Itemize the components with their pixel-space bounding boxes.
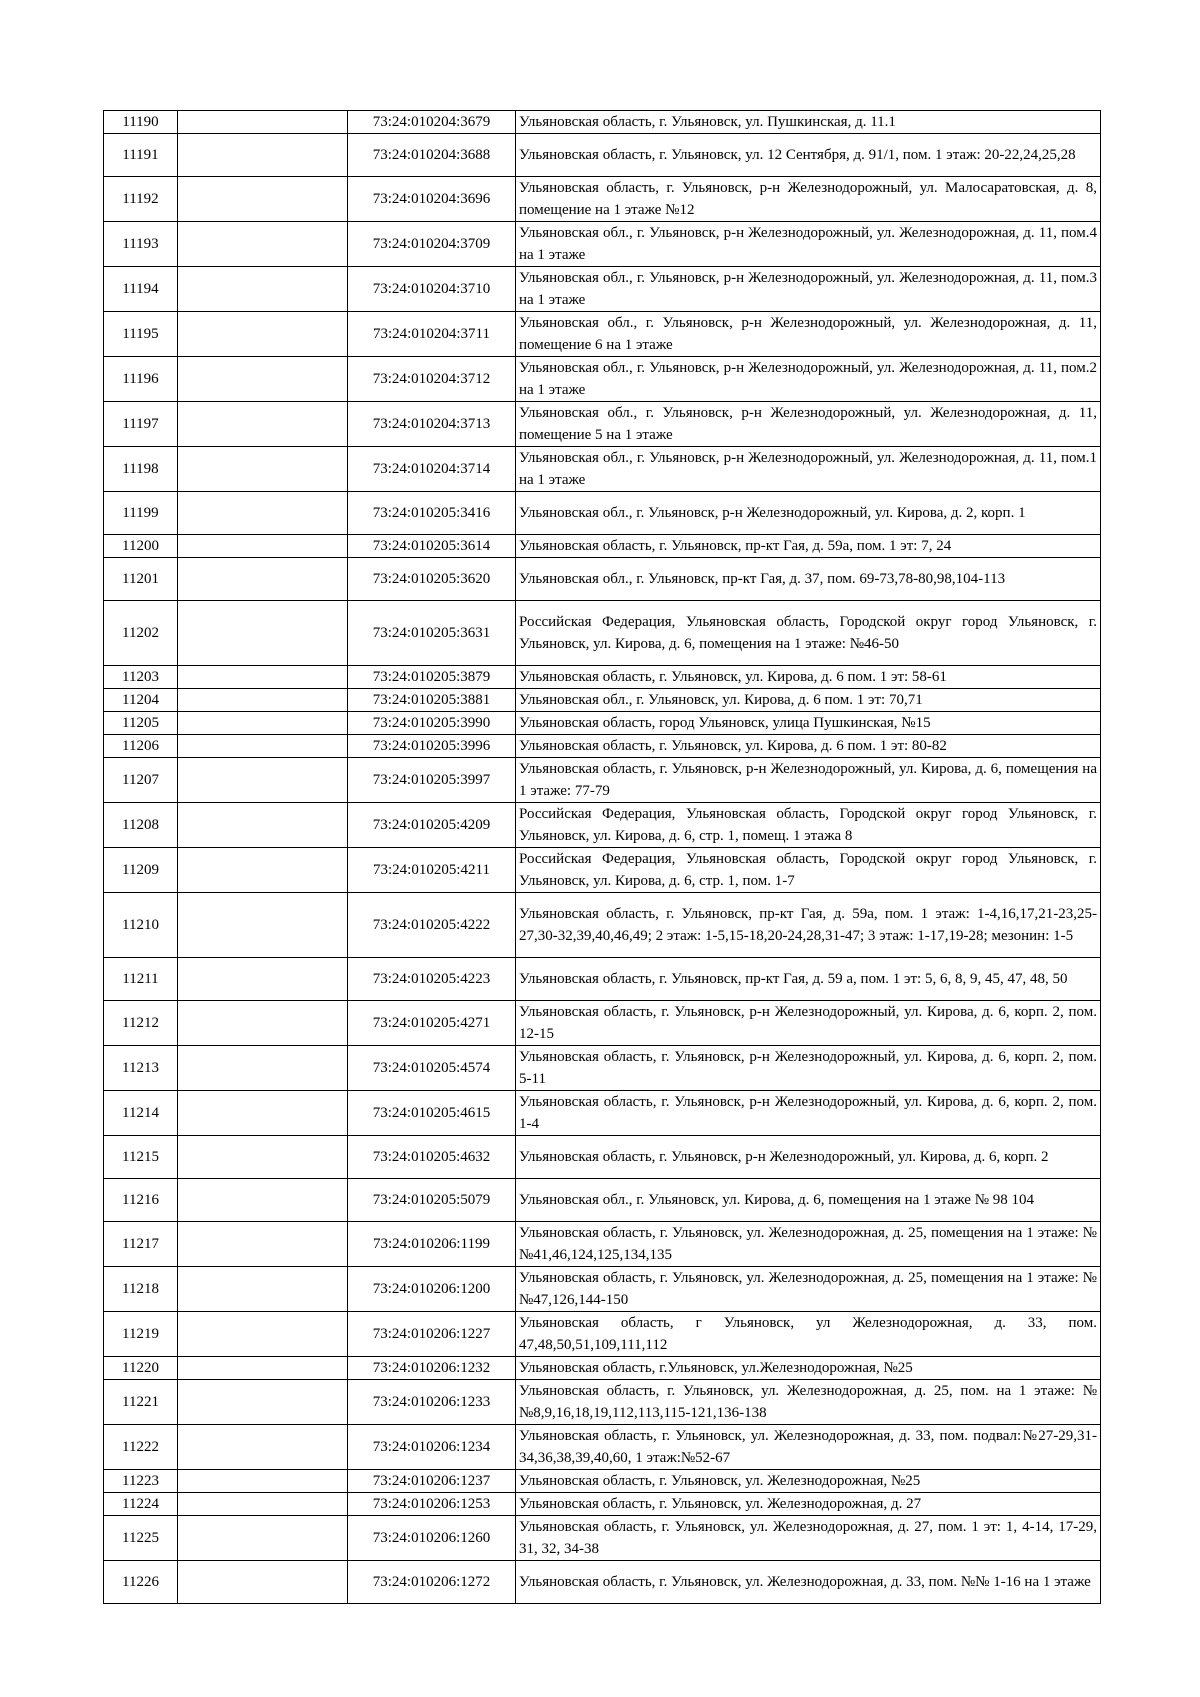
address-cell: Российская Федерация, Ульяновская область, Городской округ город Ульяновск, г. Ульяновск, ул. Кирова, д. 6, стр. 1, пом. 1-7 xyxy=(516,848,1101,893)
empty-cell xyxy=(178,689,348,712)
table-row xyxy=(104,1179,1101,1222)
empty-cell xyxy=(178,1091,348,1136)
row-number-cell: 11204 xyxy=(104,689,178,712)
cadastral-number-cell: 73:24:010204:3679 xyxy=(348,111,516,134)
cadastral-number-cell: 73:24:010204:3710 xyxy=(348,267,516,312)
address-cell: Ульяновская область, г. Ульяновск, ул. Железнодорожная, д. 27, пом. 1 эт: 1, 4-14, 17-29, 31, 32, 34-38 xyxy=(516,1516,1101,1561)
cadastral-number-cell: 73:24:010205:4632 xyxy=(348,1136,516,1179)
cadastral-number-cell: 73:24:010205:3996 xyxy=(348,735,516,758)
address-cell: Ульяновская область, г. Ульяновск, р-н Железнодорожный, ул. Кирова, д. 6, корп. 2, пом. 5-11 xyxy=(516,1046,1101,1091)
row-number-cell: 11212 xyxy=(104,1001,178,1046)
table-row xyxy=(104,558,1101,601)
cadastral-number-cell: 73:24:010205:3614 xyxy=(348,535,516,558)
cadastral-number-cell: 73:24:010205:4211 xyxy=(348,848,516,893)
empty-cell xyxy=(178,1470,348,1493)
cadastral-number-cell: 73:24:010205:4222 xyxy=(348,893,516,958)
empty-cell xyxy=(178,601,348,666)
empty-cell xyxy=(178,267,348,312)
empty-cell xyxy=(178,958,348,1001)
empty-cell xyxy=(178,1357,348,1380)
table-row xyxy=(104,1136,1101,1179)
cadastral-number-cell: 73:24:010205:4271 xyxy=(348,1001,516,1046)
empty-cell xyxy=(178,134,348,177)
address-cell: Ульяновская область, г. Ульяновск, ул. Железнодорожная, д. 25, помещения на 1 этаже: №№41,46,124,125,134,135 xyxy=(516,1222,1101,1267)
empty-cell xyxy=(178,1425,348,1470)
empty-cell xyxy=(178,1561,348,1604)
empty-cell xyxy=(178,758,348,803)
row-number-cell: 11218 xyxy=(104,1267,178,1312)
empty-cell xyxy=(178,1001,348,1046)
cadastral-number-cell: 73:24:010206:1233 xyxy=(348,1380,516,1425)
empty-cell xyxy=(178,1312,348,1357)
empty-cell xyxy=(178,1046,348,1091)
row-number-cell: 11194 xyxy=(104,267,178,312)
row-number-cell: 11190 xyxy=(104,111,178,134)
address-cell: Ульяновская область, г. Ульяновск, р-н Железнодорожный, ул. Кирова, д. 6, корп. 2, пом. 12-15 xyxy=(516,1001,1101,1046)
cadastral-number-cell: 73:24:010205:3620 xyxy=(348,558,516,601)
table-row xyxy=(104,267,1101,312)
table-row xyxy=(104,803,1101,848)
row-number-cell: 11199 xyxy=(104,492,178,535)
empty-cell xyxy=(178,735,348,758)
table-row xyxy=(104,312,1101,357)
row-number-cell: 11216 xyxy=(104,1179,178,1222)
address-cell: Российская Федерация, Ульяновская область, Городской округ город Ульяновск, г. Ульяновск, ул. Кирова, д. 6, стр. 1, помещ. 1 этажа 8 xyxy=(516,803,1101,848)
row-number-cell: 11195 xyxy=(104,312,178,357)
address-cell: Ульяновская обл., г. Ульяновск, р-н Железнодорожный, ул. Кирова, д. 2, корп. 1 xyxy=(516,492,1101,535)
table-row xyxy=(104,601,1101,666)
table-row xyxy=(104,402,1101,447)
empty-cell xyxy=(178,666,348,689)
row-number-cell: 11226 xyxy=(104,1561,178,1604)
empty-cell xyxy=(178,1136,348,1179)
table-row xyxy=(104,1470,1101,1493)
address-cell: Ульяновская область, г. Ульяновск, ул. Пушкинская, д. 11.1 xyxy=(516,111,1101,134)
table-row xyxy=(104,447,1101,492)
cadastral-number-cell: 73:24:010206:1272 xyxy=(348,1561,516,1604)
table-row xyxy=(104,177,1101,222)
row-number-cell: 11225 xyxy=(104,1516,178,1561)
row-number-cell: 11221 xyxy=(104,1380,178,1425)
address-cell: Ульяновская область, г Ульяновск, ул Железнодорожная, д. 33, пом. 47,48,50,51,109,111,112 xyxy=(516,1312,1101,1357)
table-row xyxy=(104,893,1101,958)
empty-cell xyxy=(178,111,348,134)
row-number-cell: 11210 xyxy=(104,893,178,958)
row-number-cell: 11202 xyxy=(104,601,178,666)
address-cell: Ульяновская область, г. Ульяновск, р-н Железнодорожный, ул. Малосаратовская, д. 8, помещение на 1 этаже №12 xyxy=(516,177,1101,222)
empty-cell xyxy=(178,535,348,558)
row-number-cell: 11206 xyxy=(104,735,178,758)
table-row xyxy=(104,357,1101,402)
address-cell: Ульяновская область, г. Ульяновск, р-н Железнодорожный, ул. Кирова, д. 6, помещения на 1 этаже: 77-79 xyxy=(516,758,1101,803)
empty-cell xyxy=(178,447,348,492)
address-cell: Ульяновская область, г. Ульяновск, пр-кт Гая, д. 59а, пом. 1 эт: 7, 24 xyxy=(516,535,1101,558)
cadastral-number-cell: 73:24:010206:1253 xyxy=(348,1493,516,1516)
registry-table-body xyxy=(104,111,1101,1604)
cadastral-number-cell: 73:24:010204:3709 xyxy=(348,222,516,267)
cadastral-number-cell: 73:24:010204:3712 xyxy=(348,357,516,402)
table-row xyxy=(104,492,1101,535)
table-row xyxy=(104,111,1101,134)
empty-cell xyxy=(178,1222,348,1267)
address-cell: Ульяновская область, г. Ульяновск, ул. Железнодорожная, д. 25, помещения на 1 этаже: №№47,126,144-150 xyxy=(516,1267,1101,1312)
address-cell: Ульяновская область, г. Ульяновск, ул. Железнодорожная, д. 33, пом. подвал:№27-29,31-34,36,38,39,40,60, 1 этаж:№52-67 xyxy=(516,1425,1101,1470)
address-cell: Ульяновская обл., г. Ульяновск, ул. Кирова, д. 6 пом. 1 эт: 70,71 xyxy=(516,689,1101,712)
table-row xyxy=(104,1222,1101,1267)
address-cell: Ульяновская обл., г. Ульяновск, р-н Железнодорожный, ул. Железнодорожная, д. 11, пом.4 на 1 этаже xyxy=(516,222,1101,267)
row-number-cell: 11224 xyxy=(104,1493,178,1516)
table-row xyxy=(104,535,1101,558)
empty-cell xyxy=(178,222,348,267)
row-number-cell: 11213 xyxy=(104,1046,178,1091)
cadastral-number-cell: 73:24:010204:3713 xyxy=(348,402,516,447)
address-cell: Ульяновская область, город Ульяновск, улица Пушкинская, №15 xyxy=(516,712,1101,735)
empty-cell xyxy=(178,1267,348,1312)
row-number-cell: 11191 xyxy=(104,134,178,177)
cadastral-number-cell: 73:24:010205:3997 xyxy=(348,758,516,803)
table-row xyxy=(104,1561,1101,1604)
address-cell: Ульяновская обл., г. Ульяновск, р-н Железнодорожный, ул. Железнодорожная, д. 11, пом.1 на 1 этаже xyxy=(516,447,1101,492)
table-row xyxy=(104,758,1101,803)
table-row xyxy=(104,134,1101,177)
cadastral-number-cell: 73:24:010206:1234 xyxy=(348,1425,516,1470)
address-cell: Ульяновская обл., г. Ульяновск, пр-кт Гая, д. 37, пом. 69-73,78-80,98,104-113 xyxy=(516,558,1101,601)
cadastral-number-cell: 73:24:010205:3879 xyxy=(348,666,516,689)
address-cell: Ульяновская обл., г. Ульяновск, р-н Железнодорожный, ул. Железнодорожная, д. 11, помещение 5 на 1 этаже xyxy=(516,402,1101,447)
cadastral-number-cell: 73:24:010205:4615 xyxy=(348,1091,516,1136)
empty-cell xyxy=(178,803,348,848)
address-cell: Ульяновская область, г. Ульяновск, ул. Кирова, д. 6 пом. 1 эт: 80-82 xyxy=(516,735,1101,758)
row-number-cell: 11219 xyxy=(104,1312,178,1357)
row-number-cell: 11223 xyxy=(104,1470,178,1493)
table-row xyxy=(104,1001,1101,1046)
table-row xyxy=(104,1357,1101,1380)
empty-cell xyxy=(178,1179,348,1222)
address-cell: Ульяновская обл., г. Ульяновск, р-н Железнодорожный, ул. Железнодорожная, д. 11, помещение 6 на 1 этаже xyxy=(516,312,1101,357)
table-row xyxy=(104,712,1101,735)
row-number-cell: 11222 xyxy=(104,1425,178,1470)
cadastral-number-cell: 73:24:010204:3711 xyxy=(348,312,516,357)
address-cell: Ульяновская область, г. Ульяновск, ул. Железнодорожная, №25 xyxy=(516,1470,1101,1493)
empty-cell xyxy=(178,312,348,357)
empty-cell xyxy=(178,848,348,893)
cadastral-number-cell: 73:24:010206:1232 xyxy=(348,1357,516,1380)
empty-cell xyxy=(178,558,348,601)
row-number-cell: 11198 xyxy=(104,447,178,492)
row-number-cell: 11211 xyxy=(104,958,178,1001)
empty-cell xyxy=(178,177,348,222)
row-number-cell: 11217 xyxy=(104,1222,178,1267)
address-cell: Ульяновская область, г. Ульяновск, ул. Кирова, д. 6 пом. 1 эт: 58-61 xyxy=(516,666,1101,689)
cadastral-number-cell: 73:24:010205:3881 xyxy=(348,689,516,712)
address-cell: Ульяновская область, г. Ульяновск, ул. Железнодорожная, д. 33, пом. №№ 1-16 на 1 этаже xyxy=(516,1561,1101,1604)
row-number-cell: 11196 xyxy=(104,357,178,402)
table-row xyxy=(104,1380,1101,1425)
row-number-cell: 11207 xyxy=(104,758,178,803)
address-cell: Ульяновская область, г.Ульяновск, ул.Железнодорожная, №25 xyxy=(516,1357,1101,1380)
empty-cell xyxy=(178,357,348,402)
address-cell: Ульяновская область, г. Ульяновск, р-н Железнодорожный, ул. Кирова, д. 6, корп. 2, пом. 1-4 xyxy=(516,1091,1101,1136)
table-row xyxy=(104,1425,1101,1470)
table-row xyxy=(104,1516,1101,1561)
row-number-cell: 11197 xyxy=(104,402,178,447)
address-cell: Ульяновская область, г. Ульяновск, ул. 12 Сентября, д. 91/1, пом. 1 этаж: 20-22,24,25,28 xyxy=(516,134,1101,177)
cadastral-number-cell: 73:24:010204:3688 xyxy=(348,134,516,177)
row-number-cell: 11192 xyxy=(104,177,178,222)
empty-cell xyxy=(178,402,348,447)
address-cell: Ульяновская область, г. Ульяновск, ул. Железнодорожная, д. 27 xyxy=(516,1493,1101,1516)
table-row xyxy=(104,222,1101,267)
table-row xyxy=(104,666,1101,689)
address-cell: Ульяновская область, г. Ульяновск, пр-кт Гая, д. 59а, пом. 1 этаж: 1-4,16,17,21-23,25-27,30-32,39,40,46,49; 2 этаж: 1-5,15-18,20-24,28,31-47; 3 этаж: 1-17,19-28; мезонин: 1-5 xyxy=(516,893,1101,958)
cadastral-number-cell: 73:24:010205:4574 xyxy=(348,1046,516,1091)
cadastral-number-cell: 73:24:010205:5079 xyxy=(348,1179,516,1222)
row-number-cell: 11205 xyxy=(104,712,178,735)
row-number-cell: 11209 xyxy=(104,848,178,893)
table-row xyxy=(104,958,1101,1001)
table-row xyxy=(104,1046,1101,1091)
cadastral-number-cell: 73:24:010205:3990 xyxy=(348,712,516,735)
cadastral-number-cell: 73:24:010205:4223 xyxy=(348,958,516,1001)
empty-cell xyxy=(178,893,348,958)
cadastral-number-cell: 73:24:010205:3631 xyxy=(348,601,516,666)
empty-cell xyxy=(178,712,348,735)
row-number-cell: 11200 xyxy=(104,535,178,558)
address-cell: Ульяновская область, г. Ульяновск, ул. Железнодорожная, д. 25, пом. на 1 этаже: №№8,9,16,18,19,112,113,115-121,136-138 xyxy=(516,1380,1101,1425)
table-row xyxy=(104,1312,1101,1357)
table-row xyxy=(104,1091,1101,1136)
row-number-cell: 11215 xyxy=(104,1136,178,1179)
address-cell: Ульяновская обл., г. Ульяновск, ул. Кирова, д. 6, помещения на 1 этаже № 98 104 xyxy=(516,1179,1101,1222)
cadastral-number-cell: 73:24:010204:3714 xyxy=(348,447,516,492)
cadastral-number-cell: 73:24:010206:1200 xyxy=(348,1267,516,1312)
row-number-cell: 11193 xyxy=(104,222,178,267)
address-cell: Российская Федерация, Ульяновская область, Городской округ город Ульяновск, г. Ульяновск, ул. Кирова, д. 6, помещения на 1 этаже: №46-50 xyxy=(516,601,1101,666)
table-row xyxy=(104,735,1101,758)
address-cell: Ульяновская обл., г. Ульяновск, р-н Железнодорожный, ул. Железнодорожная, д. 11, пом.3 на 1 этаже xyxy=(516,267,1101,312)
cadastral-number-cell: 73:24:010206:1260 xyxy=(348,1516,516,1561)
cadastral-number-cell: 73:24:010204:3696 xyxy=(348,177,516,222)
table-row xyxy=(104,848,1101,893)
table-row xyxy=(104,1493,1101,1516)
row-number-cell: 11208 xyxy=(104,803,178,848)
row-number-cell: 11203 xyxy=(104,666,178,689)
cadastral-number-cell: 73:24:010205:4209 xyxy=(348,803,516,848)
row-number-cell: 11214 xyxy=(104,1091,178,1136)
cadastral-number-cell: 73:24:010206:1199 xyxy=(348,1222,516,1267)
table-row xyxy=(104,1267,1101,1312)
empty-cell xyxy=(178,492,348,535)
cadastral-number-cell: 73:24:010206:1227 xyxy=(348,1312,516,1357)
empty-cell xyxy=(178,1380,348,1425)
cadastral-number-cell: 73:24:010206:1237 xyxy=(348,1470,516,1493)
address-cell: Ульяновская обл., г. Ульяновск, р-н Железнодорожный, ул. Железнодорожная, д. 11, пом.2 на 1 этаже xyxy=(516,357,1101,402)
empty-cell xyxy=(178,1516,348,1561)
cadastral-number-cell: 73:24:010205:3416 xyxy=(348,492,516,535)
table-row xyxy=(104,689,1101,712)
row-number-cell: 11201 xyxy=(104,558,178,601)
empty-cell xyxy=(178,1493,348,1516)
row-number-cell: 11220 xyxy=(104,1357,178,1380)
address-cell: Ульяновская область, г. Ульяновск, р-н Железнодорожный, ул. Кирова, д. 6, корп. 2 xyxy=(516,1136,1101,1179)
address-cell: Ульяновская область, г. Ульяновск, пр-кт Гая, д. 59 а, пом. 1 эт: 5, 6, 8, 9, 45, 47, 48, 50 xyxy=(516,958,1101,1001)
registry-table xyxy=(103,110,1101,1604)
